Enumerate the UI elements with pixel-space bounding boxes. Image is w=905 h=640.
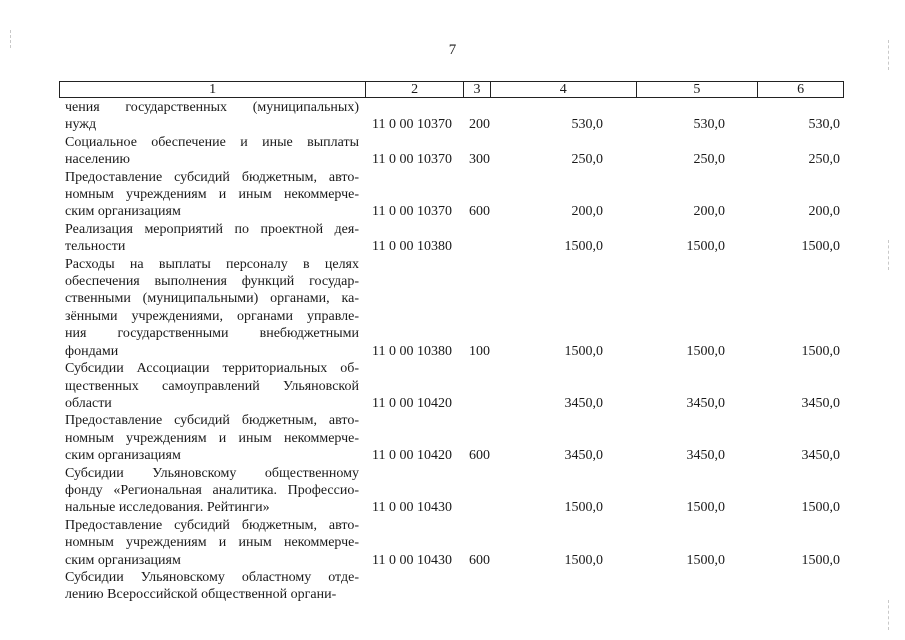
table-row <box>0 169 905 221</box>
row-value-col4: 1500,0 <box>564 343 603 359</box>
row-value-col4: 200,0 <box>571 204 603 220</box>
column-header-3: 3 <box>464 82 491 97</box>
table-header <box>59 81 844 98</box>
row-value-col4: 3450,0 <box>564 395 603 411</box>
table-row <box>0 256 905 360</box>
description-line: ским организациям <box>65 204 181 220</box>
table-row <box>0 360 905 412</box>
page-number: 7 <box>448 42 457 58</box>
table-row <box>0 221 905 256</box>
description-line: Предоставление субсидий бюджетным, авто- <box>65 169 359 185</box>
scan-mark <box>888 40 889 70</box>
description-line: населению <box>65 152 130 168</box>
description-line: обеспечения выполнения функций государ- <box>65 274 359 290</box>
description-line: тельности <box>65 239 126 255</box>
description-line: щественных самоуправлений Ульяновской <box>65 378 359 394</box>
description-line: номным учреждениям и иным некоммерче- <box>65 535 359 551</box>
row-expense-type: 600 <box>469 448 490 464</box>
row-value-col6: 250,0 <box>808 152 840 168</box>
row-value-col5: 250,0 <box>693 152 725 168</box>
row-value-col5: 200,0 <box>693 204 725 220</box>
row-description <box>65 569 359 604</box>
row-code: 11 0 00 10420 <box>372 395 452 411</box>
row-description <box>65 169 359 221</box>
table-row <box>0 465 905 517</box>
row-expense-type: 200 <box>469 117 490 133</box>
row-description <box>65 256 359 360</box>
row-value-col4: 250,0 <box>571 152 603 168</box>
row-expense-type: 300 <box>469 152 490 168</box>
column-header-6: 6 <box>797 82 805 97</box>
row-code: 11 0 00 10380 <box>372 239 452 255</box>
table-row <box>0 134 905 169</box>
description-line: Субсидии Ульяновскому областному отде- <box>65 569 359 585</box>
row-description <box>65 221 359 256</box>
description-line: Расходы на выплаты персоналу в целях <box>65 256 359 272</box>
description-line: ским организациям <box>65 552 181 568</box>
row-code: 11 0 00 10380 <box>372 343 452 359</box>
description-line: чения государственных (муниципальных) <box>65 100 359 115</box>
description-line: лению Всероссийской общественной органи- <box>65 587 337 603</box>
row-code: 11 0 00 10430 <box>372 500 452 516</box>
row-description <box>65 412 359 464</box>
column-header-5: 5 <box>637 82 759 97</box>
scan-mark <box>888 600 889 630</box>
description-line: Предоставление субсидий бюджетным, авто- <box>65 517 359 533</box>
table-row <box>0 99 905 134</box>
row-value-col4: 530,0 <box>571 117 603 133</box>
row-code: 11 0 00 10370 <box>372 204 452 220</box>
row-value-col6: 3450,0 <box>801 448 840 464</box>
row-value-col6: 1500,0 <box>801 239 840 255</box>
description-line: Социальное обеспечение и иные выплаты <box>65 134 359 150</box>
row-description <box>65 517 359 569</box>
row-value-col4: 3450,0 <box>564 448 603 464</box>
column-header-1: 1 <box>60 82 366 97</box>
column-header-4: 4 <box>491 82 637 97</box>
row-value-col6: 1500,0 <box>801 500 840 516</box>
row-expense-type: 600 <box>469 204 490 220</box>
row-value-col6: 530,0 <box>808 117 840 133</box>
row-value-col4: 1500,0 <box>564 500 603 516</box>
row-value-col5: 3450,0 <box>686 448 725 464</box>
row-value-col5: 3450,0 <box>686 395 725 411</box>
description-line: номным учреждениям и иным некоммерче- <box>65 187 359 203</box>
description-line: ственными (муниципальными) органами, ка- <box>65 291 359 307</box>
row-value-col6: 3450,0 <box>801 395 840 411</box>
row-code: 11 0 00 10430 <box>372 552 452 568</box>
description-line: номным учреждениям и иным некоммерче- <box>65 430 359 446</box>
row-description <box>65 134 359 169</box>
description-line: Реализация мероприятий по проектной дея- <box>65 221 359 237</box>
row-description <box>65 99 359 134</box>
description-line: нальные исследования. Рейтинги» <box>65 500 270 516</box>
row-value-col4: 1500,0 <box>564 239 603 255</box>
row-value-col6: 200,0 <box>808 204 840 220</box>
row-expense-type: 600 <box>469 552 490 568</box>
row-value-col6: 1500,0 <box>801 552 840 568</box>
table-row <box>0 517 905 569</box>
row-value-col5: 530,0 <box>693 117 725 133</box>
description-line: фонду «Региональная аналитика. Профессио- <box>65 482 359 498</box>
scan-mark <box>888 240 889 270</box>
row-value-col4: 1500,0 <box>564 552 603 568</box>
description-line: области <box>65 395 112 411</box>
description-line: фондами <box>65 343 119 359</box>
column-header-2: 2 <box>366 82 464 97</box>
row-expense-type: 100 <box>469 343 490 359</box>
row-value-col5: 1500,0 <box>686 343 725 359</box>
row-value-col5: 1500,0 <box>686 500 725 516</box>
row-value-col5: 1500,0 <box>686 552 725 568</box>
scan-mark <box>10 30 11 48</box>
description-line: ния государственными внебюджетными <box>65 326 359 342</box>
row-code: 11 0 00 10420 <box>372 448 452 464</box>
row-value-col6: 1500,0 <box>801 343 840 359</box>
row-code: 11 0 00 10370 <box>372 152 452 168</box>
row-description <box>65 360 359 412</box>
row-description <box>65 465 359 517</box>
table-body <box>0 99 905 604</box>
table-row <box>0 569 905 604</box>
description-line: нужд <box>65 117 97 133</box>
description-line: Субсидии Ульяновскому общественному <box>65 465 359 481</box>
description-line: зёнными учреждениями, органами управле- <box>65 308 359 324</box>
row-code: 11 0 00 10370 <box>372 117 452 133</box>
table-row <box>0 412 905 464</box>
row-value-col5: 1500,0 <box>686 239 725 255</box>
description-line: ским организациям <box>65 448 181 464</box>
description-line: Предоставление субсидий бюджетным, авто- <box>65 413 359 429</box>
description-line: Субсидии Ассоциации территориальных об- <box>65 361 359 377</box>
